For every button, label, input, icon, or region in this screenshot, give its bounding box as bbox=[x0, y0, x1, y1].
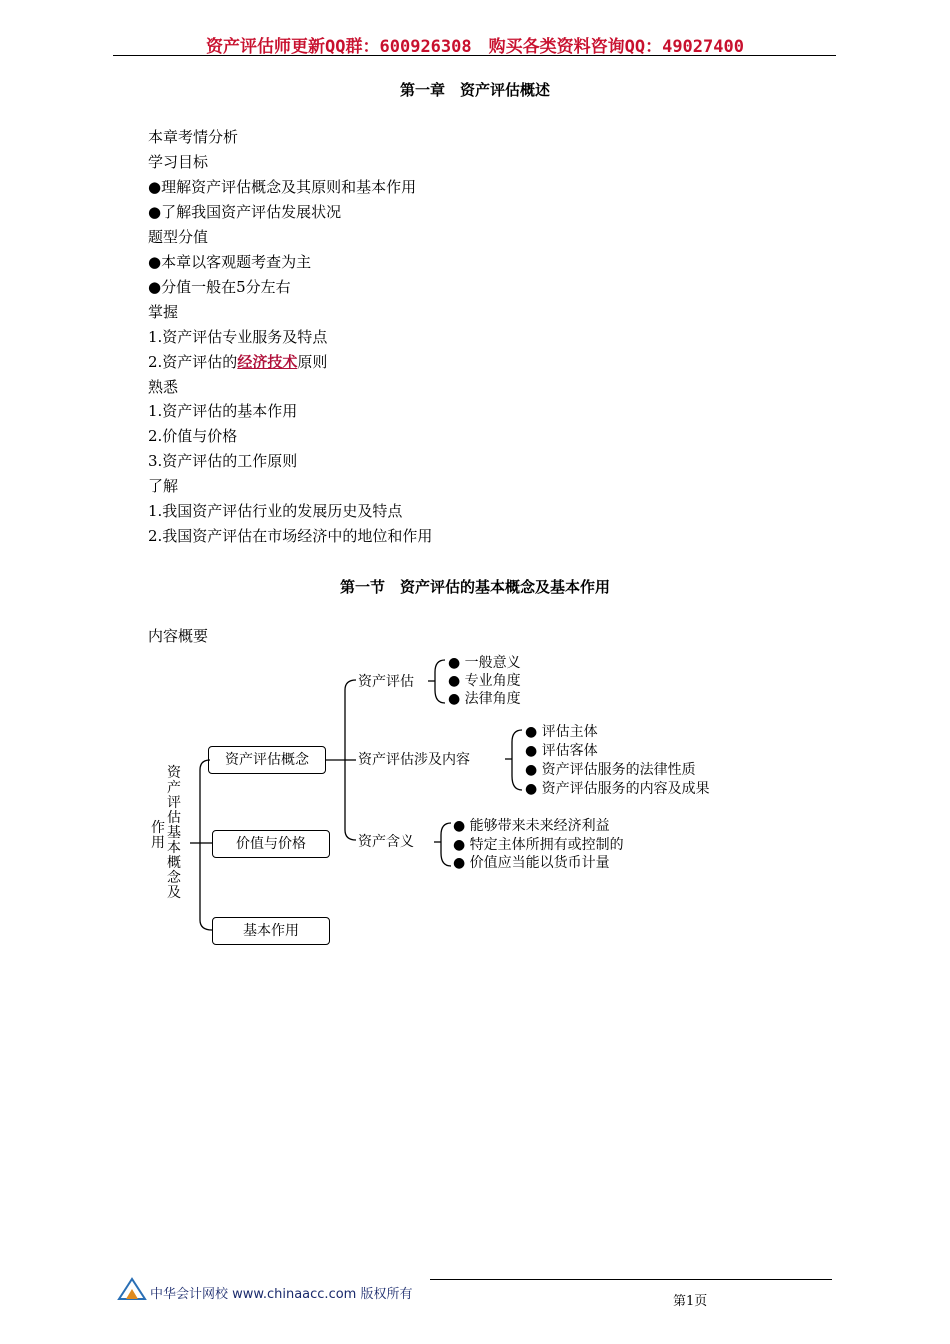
content-overview-label: 内容概要 bbox=[148, 627, 209, 645]
bullet-icon: ● bbox=[525, 762, 542, 778]
bullet-icon: ● bbox=[525, 743, 542, 759]
mindmap-leaf: ● 资产评估服务的内容及成果 bbox=[525, 781, 710, 797]
bullet-icon: ● bbox=[453, 855, 470, 871]
body-line: 2.价值与价格 bbox=[148, 427, 238, 445]
header-banner: 资产评估师更新QQ群：600926308 购买各类资料咨询QQ：49027400 bbox=[206, 37, 744, 57]
body-line: ●理解资产评估概念及其原则和基本作用 bbox=[148, 178, 417, 196]
body-line: 学习目标 bbox=[148, 153, 209, 171]
body-line: 3.资产评估的工作原则 bbox=[148, 452, 298, 470]
body-line: 熟悉 bbox=[148, 378, 179, 396]
section-title: 第一节 资产评估的基本概念及基本作用 bbox=[339, 578, 610, 596]
bullet-icon: ● bbox=[453, 818, 470, 834]
line-suffix: 原则 bbox=[297, 353, 328, 371]
mindmap-leaf: ● 价值应当能以货币计量 bbox=[453, 855, 610, 871]
mindmap-leaf: ● 法律角度 bbox=[448, 691, 521, 707]
mindmap-branch-label: 资产评估 bbox=[358, 674, 414, 690]
page-number: 第1页 bbox=[673, 1294, 708, 1309]
brace-3 bbox=[441, 823, 451, 866]
mindmap-root-col2: 作用 bbox=[151, 820, 165, 851]
footer-brand: 中华会计网校 www.chinaacc.com 版权所有 bbox=[150, 1287, 413, 1302]
body-line: 了解 bbox=[148, 477, 179, 495]
mindmap-branch-label: 资产评估涉及内容 bbox=[358, 752, 470, 768]
bullet-icon: ● bbox=[448, 655, 465, 671]
body-line: 题型分值 bbox=[148, 228, 209, 246]
mindmap-box-value-price: 价值与价格 bbox=[212, 830, 330, 858]
body-line: 掌握 bbox=[148, 303, 179, 321]
body-line: ●分值一般在5分左右 bbox=[148, 278, 291, 296]
chapter-title: 第一章 资产评估概述 bbox=[399, 81, 550, 99]
logo-icon bbox=[117, 1277, 147, 1301]
line-prefix: 2.资产评估的 bbox=[148, 353, 238, 371]
mindmap-leaf: ● 特定主体所拥有或控制的 bbox=[453, 837, 624, 853]
body-line: 1.资产评估专业服务及特点 bbox=[148, 328, 328, 346]
bullet-icon: ● bbox=[453, 837, 470, 853]
mindmap-leaf: ● 能够带来未来经济利益 bbox=[453, 818, 610, 834]
body-line: ●了解我国资产评估发展状况 bbox=[148, 203, 342, 221]
root-brace bbox=[200, 760, 212, 930]
mindmap-leaf: ● 评估主体 bbox=[525, 724, 598, 740]
mindmap-box-basic-role: 基本作用 bbox=[212, 917, 330, 945]
mindmap-root-col1: 资产评估基本概念及 bbox=[167, 765, 181, 901]
mindmap-leaf: ● 专业角度 bbox=[448, 673, 521, 689]
bullet-icon: ● bbox=[525, 724, 542, 740]
bullet-icon: ● bbox=[525, 781, 542, 797]
mindmap-box-concept: 资产评估概念 bbox=[208, 746, 326, 774]
mindmap-leaf: ● 资产评估服务的法律性质 bbox=[525, 762, 696, 778]
highlight-link[interactable]: 经济技术 bbox=[237, 353, 298, 371]
body-line: 1.我国资产评估行业的发展历史及特点 bbox=[148, 502, 403, 520]
mindmap-branch-label: 资产含义 bbox=[358, 834, 414, 850]
brace-2 bbox=[512, 730, 522, 790]
body-line: ●本章以客观题考查为主 bbox=[148, 253, 312, 271]
mindmap-leaf: ● 一般意义 bbox=[448, 655, 521, 671]
bullet-icon: ● bbox=[448, 691, 465, 707]
footer-rule bbox=[430, 1279, 832, 1280]
bullet-icon: ● bbox=[448, 673, 465, 689]
body-line: 本章考情分析 bbox=[148, 128, 239, 146]
brace-1 bbox=[435, 660, 445, 703]
mindmap-leaf: ● 评估客体 bbox=[525, 743, 598, 759]
body-line: 1.资产评估的基本作用 bbox=[148, 402, 298, 420]
body-line: 2.我国资产评估在市场经济中的地位和作用 bbox=[148, 527, 433, 545]
